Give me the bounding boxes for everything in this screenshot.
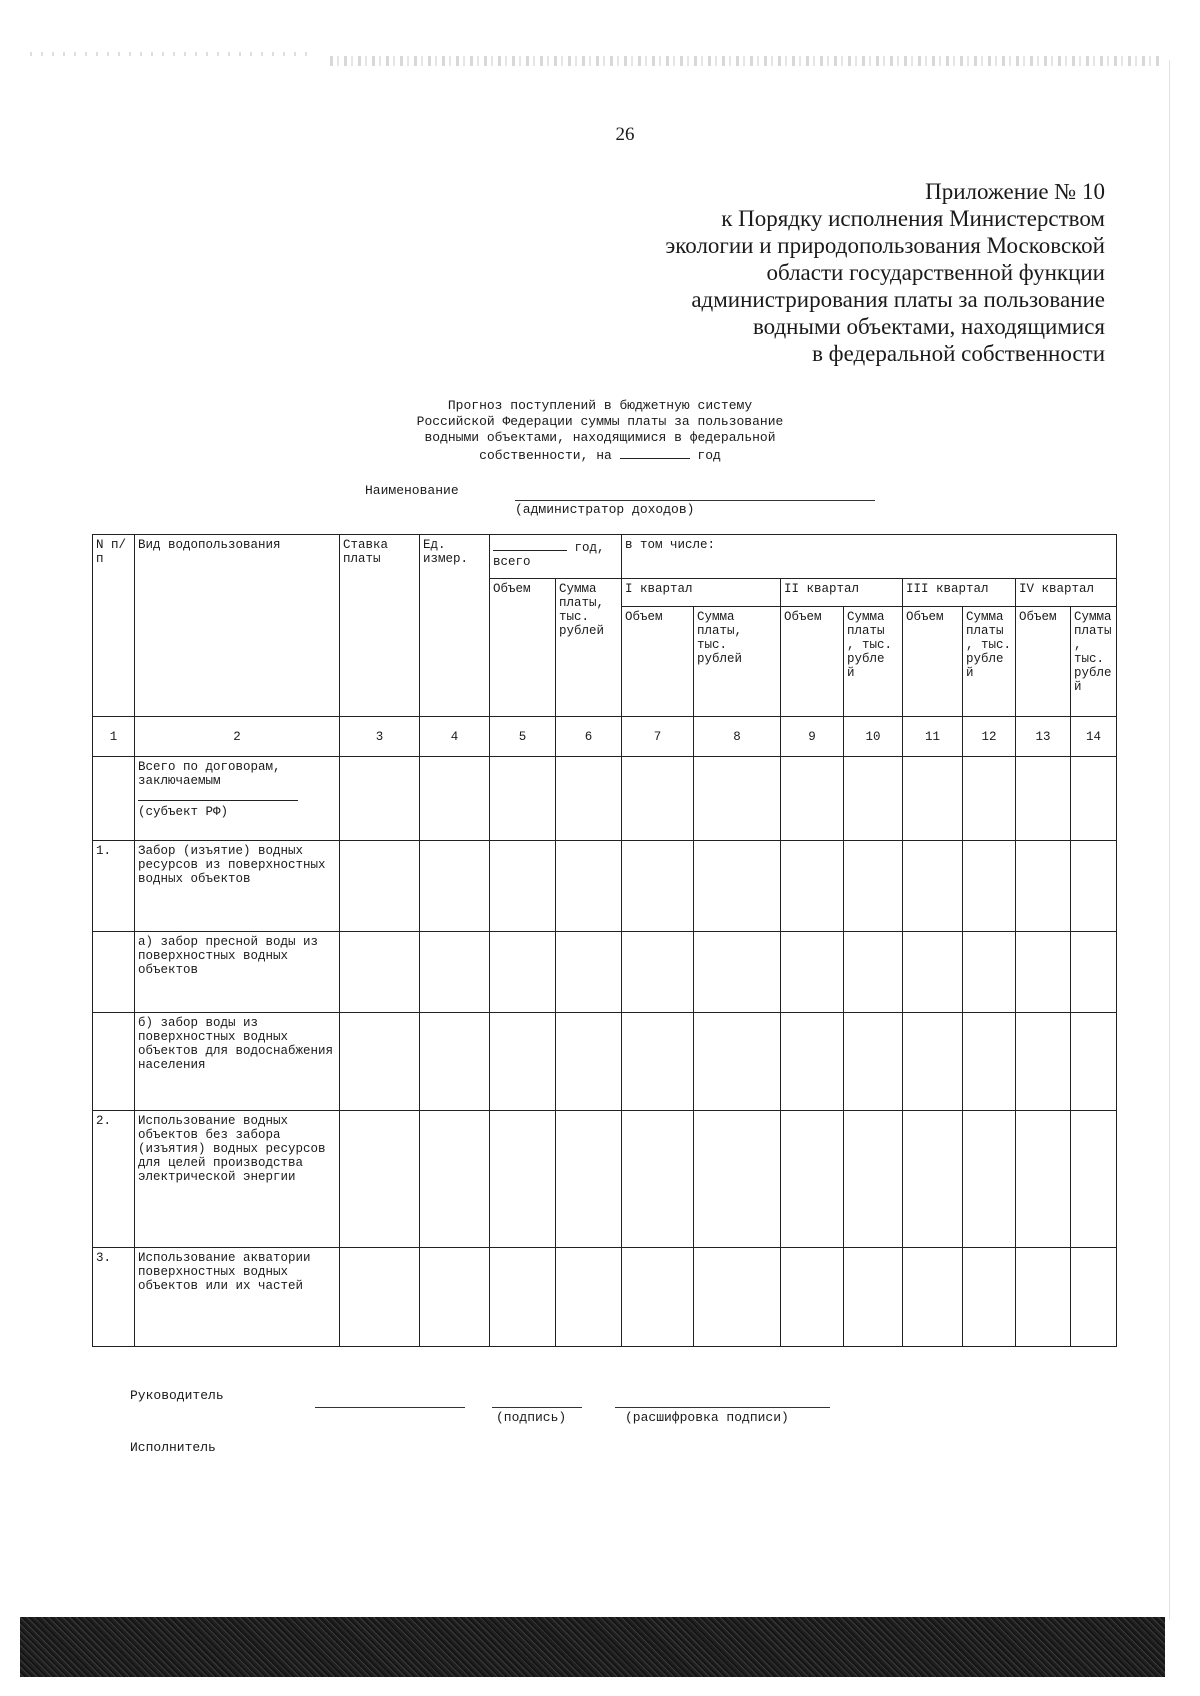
column-number: 11 — [903, 717, 963, 757]
row-label: а) забор пресной воды из поверхностных водных объектов — [135, 932, 340, 1013]
table-row — [93, 1111, 1117, 1248]
decode-hint: (расшифровка подписи) — [625, 1410, 789, 1425]
appendix-line: в федеральной собственности — [812, 341, 1105, 366]
header-q3-sum: Сумма платы , тыс. рубле й — [963, 607, 1016, 717]
table-cell[interactable] — [490, 757, 556, 841]
table-cell[interactable] — [781, 1013, 844, 1111]
table-cell[interactable] — [340, 1013, 420, 1111]
table-cell[interactable] — [490, 932, 556, 1013]
header-q4-volume: Объем — [1016, 607, 1071, 717]
column-number: 3 — [340, 717, 420, 757]
header-q2-sum: Сумма платы , тыс. рубле й — [844, 607, 903, 717]
table-cell[interactable] — [963, 932, 1016, 1013]
table-cell[interactable] — [1016, 1111, 1071, 1248]
table-cell[interactable] — [694, 841, 781, 932]
table-cell[interactable] — [903, 841, 963, 932]
table-cell[interactable] — [844, 932, 903, 1013]
subject-blank-field[interactable] — [138, 790, 298, 801]
form-title-line-last — [340, 446, 860, 464]
table-cell[interactable] — [490, 1248, 556, 1347]
appendix-line: водными объектами, находящимися — [752, 314, 1105, 339]
table-cell[interactable] — [903, 932, 963, 1013]
table-cell[interactable] — [340, 932, 420, 1013]
table-cell[interactable] — [963, 1111, 1016, 1248]
table-cell[interactable] — [490, 1013, 556, 1111]
table-cell[interactable] — [556, 932, 622, 1013]
table-row — [93, 841, 1117, 932]
table-cell[interactable] — [844, 1111, 903, 1248]
column-number: 8 — [694, 717, 781, 757]
table-cell[interactable] — [420, 1248, 490, 1347]
head-label: Руководитель — [130, 1388, 224, 1403]
table-cell[interactable] — [420, 1013, 490, 1111]
column-number: 6 — [556, 717, 622, 757]
year-blank-field[interactable] — [620, 446, 690, 459]
column-number: 12 — [963, 717, 1016, 757]
appendix-line: Приложение № 10 — [925, 179, 1105, 204]
table-cell[interactable] — [1016, 841, 1071, 932]
table-cell[interactable] — [844, 1013, 903, 1111]
form-title — [340, 398, 860, 464]
scan-artifact-top-left — [30, 52, 310, 56]
scan-edge — [1169, 60, 1170, 1620]
table-cell[interactable] — [1071, 1248, 1117, 1347]
table-cell[interactable] — [556, 1013, 622, 1111]
row-label: Использование водных объектов без забора (изъятия) водных ресурсов для целей производства электрической энергии — [135, 1111, 340, 1248]
header-q3-volume: Объем — [903, 607, 963, 717]
appendix-line: области государственной функции — [766, 260, 1105, 285]
table-cell[interactable] — [903, 1013, 963, 1111]
table-cell[interactable] — [556, 841, 622, 932]
form-title-prefix: собственности, на — [479, 448, 612, 463]
column-number-row — [93, 717, 1117, 757]
header-year-suffix: год, — [574, 541, 605, 555]
table-cell[interactable] — [781, 757, 844, 841]
table-cell[interactable] — [963, 841, 1016, 932]
column-number: 7 — [622, 717, 694, 757]
page-number: 26 — [615, 124, 635, 145]
table-cell[interactable] — [1071, 1111, 1117, 1248]
table-cell[interactable] — [420, 1111, 490, 1248]
table-cell[interactable] — [844, 841, 903, 932]
table-row-total — [93, 757, 1117, 841]
table-cell[interactable] — [903, 1248, 963, 1347]
column-number: 9 — [781, 717, 844, 757]
table-cell[interactable] — [622, 841, 694, 932]
header-q4-sum: Сумма платы , тыс. рубле й — [1071, 607, 1117, 717]
table-cell[interactable] — [622, 757, 694, 841]
row-num — [93, 757, 135, 841]
name-label: Наименование — [365, 483, 459, 498]
table-cell[interactable] — [903, 1111, 963, 1248]
header-num: N п/п — [93, 535, 135, 717]
header-q2-volume: Объем — [781, 607, 844, 717]
table-cell[interactable] — [694, 932, 781, 1013]
table-cell[interactable] — [490, 841, 556, 932]
name-hint: (администратор доходов) — [515, 502, 695, 517]
table-cell[interactable] — [340, 757, 420, 841]
table-cell[interactable] — [1071, 757, 1117, 841]
column-number: 4 — [420, 717, 490, 757]
form-title-line: водными объектами, находящимися в федеральной — [424, 430, 776, 445]
column-number: 2 — [135, 717, 340, 757]
scan-artifact-bottom — [20, 1617, 1165, 1677]
form-title-line: Российской Федерации суммы платы за пользование — [416, 414, 784, 429]
table-row — [93, 1248, 1117, 1347]
table-cell[interactable] — [694, 757, 781, 841]
signature-decode-blank[interactable] — [615, 1407, 830, 1408]
table-cell[interactable] — [340, 841, 420, 932]
appendix-line: к Порядку исполнения Министерством — [721, 206, 1105, 231]
table-cell[interactable] — [622, 932, 694, 1013]
name-blank-field[interactable] — [515, 500, 875, 501]
row-label-text: Всего по договорам, заключаемым — [138, 760, 281, 788]
table-cell[interactable] — [1071, 841, 1117, 932]
forecast-table — [92, 534, 1117, 1347]
table-cell[interactable] — [844, 757, 903, 841]
table-row — [93, 932, 1117, 1013]
executor-label: Исполнитель — [130, 1440, 216, 1455]
table-cell[interactable] — [1016, 757, 1071, 841]
header-sum-total: Сумма платы, тыс. рублей — [556, 579, 622, 717]
table-cell[interactable] — [420, 932, 490, 1013]
header-year-blank[interactable] — [493, 538, 567, 551]
appendix-header — [545, 178, 1105, 367]
header-q1: I квартал — [622, 579, 781, 607]
table-cell[interactable] — [844, 1248, 903, 1347]
row-label: Забор (изъятие) водных ресурсов из поверхностных водных объектов — [135, 841, 340, 932]
header-rate: Ставка платы — [340, 535, 420, 717]
header-q4: IV квартал — [1016, 579, 1117, 607]
table-cell[interactable] — [694, 1013, 781, 1111]
header-q3: III квартал — [903, 579, 1016, 607]
row-num: 2. — [93, 1111, 135, 1248]
table-cell[interactable] — [420, 757, 490, 841]
subject-hint: (субъект РФ) — [138, 805, 229, 819]
header-volume: Объем — [490, 579, 556, 717]
column-number: 5 — [490, 717, 556, 757]
scan-artifact-top — [330, 56, 1160, 66]
signature-blank[interactable] — [492, 1407, 582, 1408]
table-cell[interactable] — [781, 1248, 844, 1347]
header-q2: II квартал — [781, 579, 903, 607]
table-cell[interactable] — [340, 1111, 420, 1248]
table-cell[interactable] — [694, 1111, 781, 1248]
table-cell[interactable] — [903, 757, 963, 841]
signature-hint: (подпись) — [496, 1410, 567, 1425]
table-cell[interactable] — [694, 1248, 781, 1347]
table-cell[interactable] — [420, 841, 490, 932]
table-cell[interactable] — [556, 757, 622, 841]
table-cell[interactable] — [622, 1248, 694, 1347]
table-cell[interactable] — [1071, 932, 1117, 1013]
table-cell[interactable] — [781, 1111, 844, 1248]
header-year — [490, 535, 622, 579]
table-cell[interactable] — [340, 1248, 420, 1347]
header-including: в том числе: — [622, 535, 1117, 579]
appendix-line: администрирования платы за пользование — [691, 287, 1105, 312]
appendix-line: экологии и природопользования Московской — [665, 233, 1105, 258]
form-title-line: Прогноз поступлений в бюджетную систему — [447, 398, 753, 413]
form-title-suffix: год — [697, 448, 721, 463]
row-num: 1. — [93, 841, 135, 932]
header-q1-volume: Объем — [622, 607, 694, 717]
table-cell[interactable] — [963, 1013, 1016, 1111]
row-label: б) забор воды из поверхностных водных объектов для водоснабжения населения — [135, 1013, 340, 1111]
row-num: 3. — [93, 1248, 135, 1347]
table-cell[interactable] — [556, 1248, 622, 1347]
header-q1-sum: Сумма платы, тыс. рублей — [694, 607, 781, 717]
table-cell[interactable] — [490, 1111, 556, 1248]
table-cell[interactable] — [963, 1248, 1016, 1347]
column-number: 14 — [1071, 717, 1117, 757]
table-cell[interactable] — [1071, 1013, 1117, 1111]
table-cell[interactable] — [1016, 932, 1071, 1013]
column-number: 10 — [844, 717, 903, 757]
row-num — [93, 1013, 135, 1111]
table-cell[interactable] — [781, 841, 844, 932]
header-row-1 — [93, 535, 1117, 579]
header-unit: Ед. измер. — [420, 535, 490, 717]
table-cell[interactable] — [556, 1111, 622, 1248]
column-number: 1 — [93, 717, 135, 757]
table-row — [93, 1013, 1117, 1111]
column-number: 13 — [1016, 717, 1071, 757]
table-cell[interactable] — [1016, 1248, 1071, 1347]
row-label: Использование акватории поверхностных водных объектов или их частей — [135, 1248, 340, 1347]
header-kind: Вид водопользования — [135, 535, 340, 717]
table-cell[interactable] — [622, 1013, 694, 1111]
table-cell[interactable] — [963, 757, 1016, 841]
table-cell[interactable] — [781, 932, 844, 1013]
head-position-blank[interactable] — [315, 1407, 465, 1408]
row-num — [93, 932, 135, 1013]
row-label — [135, 757, 340, 841]
table-cell[interactable] — [1016, 1013, 1071, 1111]
table-cell[interactable] — [622, 1111, 694, 1248]
header-year-total: всего — [493, 555, 531, 569]
